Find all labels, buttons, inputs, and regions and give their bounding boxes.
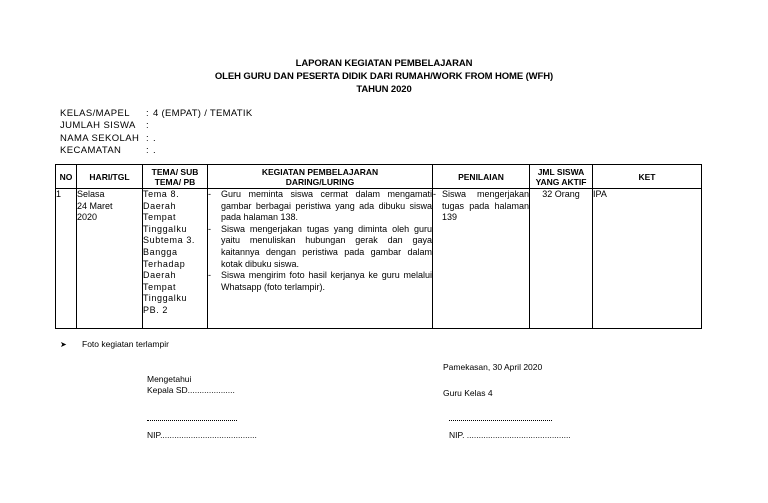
header-no: NO bbox=[56, 165, 77, 189]
penilaian-item bbox=[433, 189, 529, 224]
report-year: TAHUN 2020 bbox=[356, 84, 412, 95]
attachment-note bbox=[60, 339, 169, 349]
principal-block bbox=[147, 374, 235, 396]
kegiatan-item bbox=[208, 270, 432, 293]
acknowledge-label: Mengetahui bbox=[147, 374, 192, 384]
report-subtitle: OLEH GURU DAN PESERTA DIDIK DARI RUMAH/WORK FROM HOME (WFH) bbox=[214, 71, 554, 82]
hari-line: 2020 bbox=[77, 212, 98, 223]
info-colon: : bbox=[146, 144, 149, 156]
teacher-signature-line bbox=[449, 420, 552, 421]
place-date: Pamekasan, 30 April 2020 bbox=[443, 362, 543, 372]
bullet-dash: - bbox=[433, 189, 436, 199]
tema-line: Terhadap bbox=[143, 258, 186, 269]
info-value: . bbox=[153, 144, 156, 156]
kegiatan-item bbox=[208, 189, 432, 224]
arrow-bullet-icon: ➤ bbox=[60, 339, 67, 349]
kegiatan-text: Siswa mengirim foto hasil kerjanya ke guru melalui Whatsapp (foto terlampir). bbox=[221, 270, 432, 292]
principal-title: Kepala SD.................... bbox=[147, 385, 235, 395]
tema-line: PB. 2 bbox=[143, 304, 169, 315]
info-row-jumlah bbox=[60, 120, 252, 132]
cell-ket: IPA bbox=[593, 189, 702, 329]
bullet-dash: - bbox=[208, 270, 211, 281]
header-hari: HARI/TGL bbox=[77, 165, 143, 189]
cell-jml: 32 Orang bbox=[530, 189, 593, 329]
header-tema-line2: TEMA/ PB bbox=[154, 176, 196, 187]
info-label: KELAS/MAPEL bbox=[60, 108, 130, 119]
bullet-dash: - bbox=[208, 189, 211, 199]
info-row-kelas bbox=[60, 108, 252, 120]
note-text: Foto kegiatan terlampir bbox=[82, 339, 169, 349]
bullet-dash: - bbox=[208, 223, 211, 234]
cell-no: 1 bbox=[56, 189, 77, 329]
header-jml-line1: JML SISWA bbox=[537, 166, 585, 177]
info-colon: : bbox=[146, 132, 149, 144]
kegiatan-item bbox=[208, 224, 432, 270]
header-kegiatan-line2: DARING/LURING bbox=[285, 176, 355, 187]
tema-line: Daerah bbox=[143, 200, 177, 211]
info-value: 4 (EMPAT) / TEMATIK bbox=[153, 108, 253, 119]
principal-signature-line bbox=[147, 420, 237, 421]
tema-line: Daerah bbox=[143, 270, 177, 281]
tema-line: Tempat bbox=[143, 281, 177, 292]
info-colon: : bbox=[146, 108, 149, 119]
penilaian-text: Siswa mengerjakan tugas pada halaman 139 bbox=[442, 189, 529, 223]
info-row-kecamatan bbox=[60, 145, 252, 157]
header-kegiatan bbox=[208, 165, 433, 189]
identity-section bbox=[60, 108, 252, 157]
info-row-sekolah bbox=[60, 133, 252, 145]
kegiatan-text: Guru meminta siswa cermat dalam mengamati gambar berbagai peristiwa yang ada dibuku siswa pada halaman 138. bbox=[221, 189, 432, 223]
header-tema-line1: TEMA/ SUB bbox=[151, 166, 199, 177]
cell-hari bbox=[77, 189, 143, 329]
info-colon: : bbox=[146, 120, 149, 132]
table-row bbox=[56, 189, 702, 329]
kegiatan-text: Siswa mengerjakan tugas yang diminta oleh guru yaitu menuliskan hubungan gerak dan gaya kaitannya dengan peristiwa pada gambar dalam kotak dibuku siswa. bbox=[221, 223, 432, 269]
info-label: NAMA SEKOLAH bbox=[60, 132, 140, 144]
info-value: . bbox=[153, 132, 156, 144]
header-jml bbox=[530, 165, 593, 189]
principal-nip: NIP......................................... bbox=[147, 430, 257, 440]
tema-line: Tema 8. bbox=[143, 189, 180, 199]
teacher-nip: NIP. ............................................ bbox=[449, 430, 571, 440]
header-tema bbox=[143, 165, 208, 189]
cell-tema bbox=[143, 189, 208, 329]
header-ket: KET bbox=[593, 165, 702, 189]
cell-kegiatan bbox=[208, 189, 433, 329]
tema-line: Bangga bbox=[143, 246, 178, 257]
tema-line: Tinggalku bbox=[143, 293, 188, 304]
tema-line: Tempat bbox=[143, 212, 177, 223]
header-penilaian: PENILAIAN bbox=[433, 165, 530, 189]
cell-penilaian bbox=[433, 189, 530, 329]
info-label: KECAMATAN bbox=[60, 144, 122, 156]
activity-table bbox=[55, 164, 702, 329]
hari-line: 24 Maret bbox=[77, 200, 113, 211]
tema-line: Subtema 3. bbox=[143, 235, 196, 246]
tema-line: Tinggalku bbox=[143, 223, 188, 234]
table-header-row bbox=[56, 165, 702, 189]
teacher-title: Guru Kelas 4 bbox=[443, 388, 493, 398]
info-label: JUMLAH SISWA bbox=[60, 120, 136, 132]
header-kegiatan-line1: KEGIATAN PEMBELAJARAN bbox=[261, 166, 379, 177]
hari-line: Selasa bbox=[77, 189, 105, 199]
header-jml-line2: YANG AKTIF bbox=[535, 176, 587, 187]
report-title: LAPORAN KEGIATAN PEMBELAJARAN bbox=[295, 58, 473, 69]
